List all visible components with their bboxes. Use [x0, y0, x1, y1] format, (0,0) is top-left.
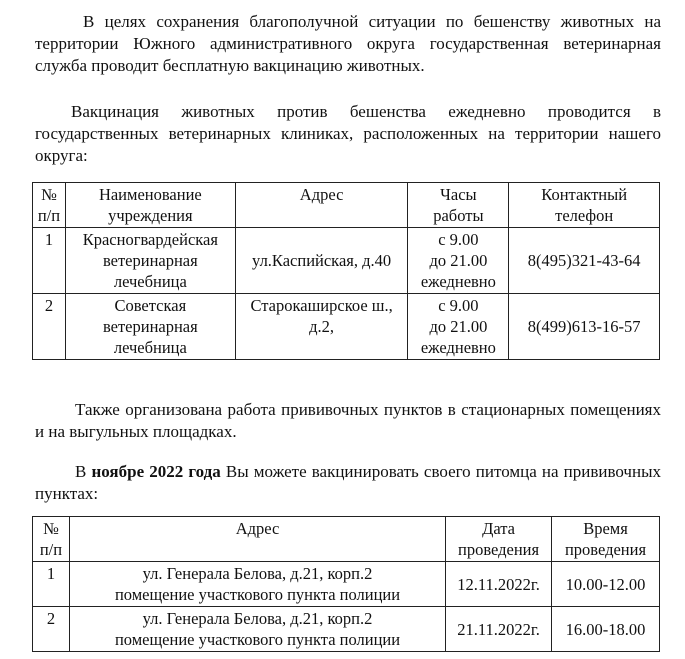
header-num — [33, 183, 66, 228]
row-num: 1 — [33, 562, 70, 607]
paragraph-points — [35, 399, 661, 443]
header-time-line2: проведения — [564, 540, 647, 559]
row-address-line: помещение участкового пункта полиции — [114, 630, 401, 649]
row-phone: 8(499)613-16-57 — [509, 294, 660, 360]
row-hours — [408, 228, 509, 294]
row-hours-line: до 21.00 — [429, 317, 488, 336]
row-hours-line: с 9.00 — [438, 296, 479, 315]
points-table-header — [33, 517, 660, 562]
header-name-line1: Наименование — [98, 185, 202, 204]
row-hours-line: с 9.00 — [438, 230, 479, 249]
row-num: 2 — [33, 294, 66, 360]
row-hours — [408, 294, 509, 360]
header-date — [446, 517, 552, 562]
row-time: 10.00-12.00 — [552, 562, 660, 607]
row-hours-line: ежедневно — [420, 272, 496, 291]
header-phone — [509, 183, 660, 228]
row-address — [69, 562, 445, 607]
row-address-line: д.2, — [309, 317, 335, 336]
paragraph-intro-text: В целях сохранения благополучной ситуации по бешенству животных на территории Южного административного округа государственная ветеринарная служба проводит бесплатную вакцинацию животных. — [35, 12, 661, 75]
paragraph-november-suffix: Вы можете вакцинировать своего питомца на прививочных пунктах: — [35, 462, 661, 503]
paragraph-november — [35, 461, 661, 505]
header-hours-line2: работы — [433, 206, 484, 225]
header-num-line2: п/п — [37, 206, 61, 225]
row-date: 21.11.2022г. — [446, 607, 552, 652]
header-address: Адрес — [235, 183, 408, 228]
header-hours — [408, 183, 509, 228]
row-num: 1 — [33, 228, 66, 294]
row-name-line: Красногвардейская — [82, 230, 218, 249]
table-row — [33, 228, 660, 294]
row-phone: 8(495)321-43-64 — [509, 228, 660, 294]
header-hours-line1: Часы — [440, 185, 477, 204]
header-phone-line2: телефон — [555, 206, 614, 225]
paragraph-clinics — [35, 101, 661, 167]
header-phone-line1: Контактный — [541, 185, 628, 204]
row-name-line: лечебница — [113, 338, 187, 357]
row-name — [65, 294, 235, 360]
header-name-line2: учреждения — [108, 206, 193, 225]
row-name-line: Советская — [114, 296, 187, 315]
header-date-line2: проведения — [458, 540, 540, 559]
row-date: 12.11.2022г. — [446, 562, 552, 607]
header-time — [552, 517, 660, 562]
row-time: 16.00-18.00 — [552, 607, 660, 652]
row-name-line: ветеринарная — [102, 251, 198, 270]
clinics-table — [32, 182, 660, 360]
paragraph-november-bold: ноябре 2022 года — [91, 462, 221, 481]
row-hours-line: до 21.00 — [429, 251, 488, 270]
points-table — [32, 516, 660, 652]
paragraph-intro — [35, 11, 661, 77]
row-address — [235, 294, 408, 360]
row-address-line: ул. Генерала Белова, д.21, корп.2 — [142, 609, 373, 628]
row-address-line: помещение участкового пункта полиции — [114, 585, 401, 604]
row-name-line: лечебница — [113, 272, 187, 291]
header-num — [33, 517, 70, 562]
row-address-line: ул. Генерала Белова, д.21, корп.2 — [142, 564, 373, 583]
header-num-line2: п/п — [39, 540, 63, 559]
clinics-table-header — [33, 183, 660, 228]
row-name — [65, 228, 235, 294]
header-num-line1: № — [41, 185, 57, 204]
header-name — [65, 183, 235, 228]
row-hours-line: ежедневно — [420, 338, 496, 357]
paragraph-november-prefix: В — [75, 462, 92, 481]
table-row — [33, 607, 660, 652]
table-row — [33, 294, 660, 360]
header-num-line1: № — [43, 519, 59, 538]
row-address — [235, 228, 408, 294]
row-address-line: ул.Каспийская, д.40 — [252, 251, 392, 270]
row-num: 2 — [33, 607, 70, 652]
row-name-line: ветеринарная — [102, 317, 198, 336]
paragraph-points-text: Также организована работа прививочных пунктов в стационарных помещениях и на выгульных площадках. — [35, 400, 661, 441]
header-time-line1: Время — [583, 519, 628, 538]
row-address — [69, 607, 445, 652]
row-address-line: Старокаширское ш., — [250, 296, 393, 315]
header-address: Адрес — [69, 517, 445, 562]
header-date-line1: Дата — [482, 519, 515, 538]
table-row — [33, 562, 660, 607]
paragraph-clinics-text: Вакцинация животных против бешенства ежедневно проводится в государственных ветеринарных клиниках, расположенных на территории нашего округа: — [35, 102, 661, 165]
